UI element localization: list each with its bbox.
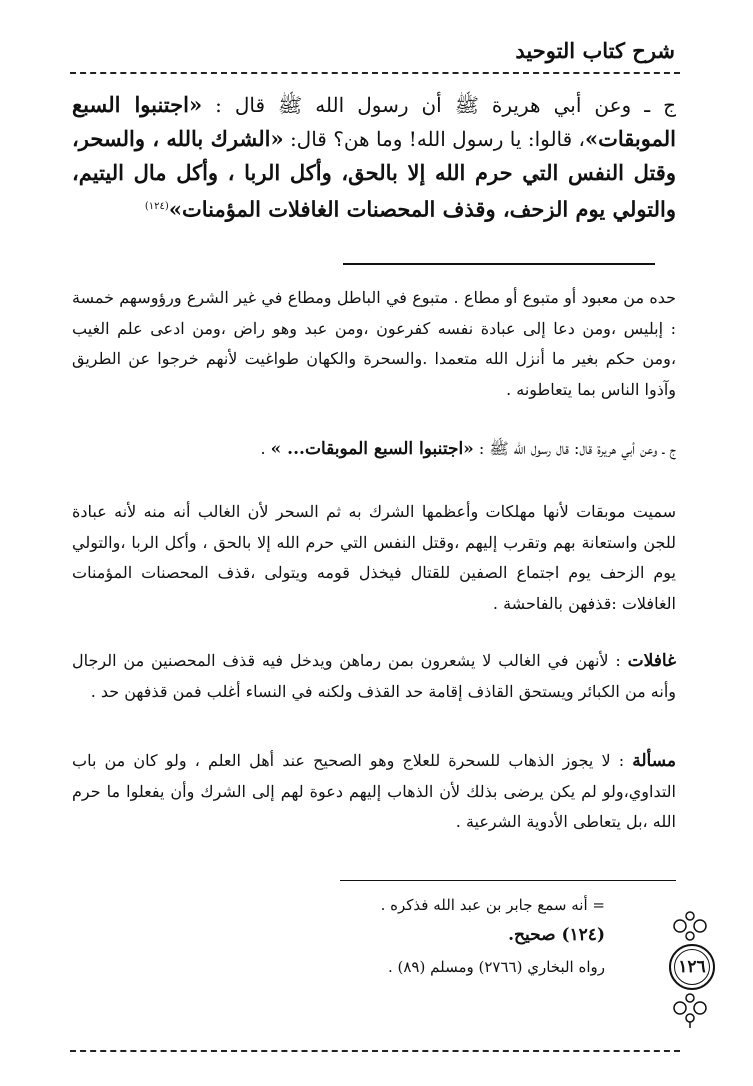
hadith-intro: ج ـ وعن أبي هريرة ﷺ أن رسول الله ﷺ قال :: [215, 93, 676, 117]
hadith-2-intro: ج ـ وعن أبي هريرة قال: قال رسول الله ﷺ :: [478, 439, 676, 458]
page-number: ١٢٦: [674, 949, 710, 985]
footnote-ref: (١٢٤): [144, 201, 169, 212]
footnote-rule: [340, 880, 676, 881]
page-number-ornament: [660, 910, 724, 1028]
footnote-124-title: (١٢٤) صحيح.: [508, 925, 605, 945]
running-header-title: شرح كتاب التوحيد: [515, 38, 675, 63]
page-number-circle: [669, 944, 715, 990]
footnote-124-source: رواه البخاري (٢٧٦٦) ومسلم (٨٩) .: [387, 958, 605, 976]
paragraph-hadith-2: [72, 434, 676, 465]
paragraph-mubiqat: سميت موبقات لأنها مهلكات وأعظمها الشرك به ثم السحر لأن الغالب أنه منه لأنه عبادة للجن واستعانة بهم وتقرب إليهم ،وقتل النفس التي حرم الله إلا بالحق ، وأكل الربا ،والتولي يوم الزحف يوم اجتماع الصفين للقتال فيخذل قومه ويتولى ،قذف المحصنات المؤمنات الغافلات :قذفهن بالفاحشة .: [72, 502, 676, 613]
hadith-2-end: .: [260, 439, 271, 458]
paragraph-ghafilat: [72, 646, 676, 707]
term-ghafilat: غافلات: [627, 651, 676, 671]
hadith-quote-1: «اجتنبوا السبع الموبقات»: [72, 92, 676, 151]
paragraph-taghut: حده من معبود أو متبوع أو مطاع . متبوع في الباطل ومطاع في غير الشرع ورؤوسهم خمسة : إبليس ،ومن دعا إلى عبادة نفسه كفرعون ،ومن عبد وهو راض ،ومن ادعى علم الغيب ،ومن حكم بغير ما أنزل الله متعمدا .والسحرة والكهان طواغيت لأنهم خرجوا عن الطريق وآذوا الناس بما يتعاطونه .: [72, 288, 677, 399]
ghafilat-text: : لأنهن في الغالب لا يشعرون بمن رماهن ويدخل فيه قذف المحصنين من الرجال وأنه من الكبائر ويستحق القاذف إقامة حد القذف ولكنه في النساء أغلب فمن قذفهن حد .: [72, 651, 676, 701]
term-masala: مسألة: [632, 751, 676, 771]
section-divider: [343, 263, 655, 265]
footnote-continuation: = أنه سمع جابر بن عبد الله فذكره .: [380, 896, 605, 914]
masala-text: : لا يجوز الذهاب للسحرة للعلاج وهو الصحيح عند أهل العلم ، ولو كان من باب التداوي،ولو لم يكن يرضى بذلك لأن الذهاب إليهم دعوة لهم إلى الشرك وأن يفعلوا ما حرم الله ،بل يتعاطى الأدوية الشرعية .: [72, 751, 676, 831]
hadith-quote-2: «الشرك بالله ، والسحر، وقتل النفس التي حرم الله إلا بالحق، وأكل الربا ، وأكل مال اليتيم، والتولي يوم الزحف، وقذف المحصنات الغافلات المؤمنات»: [71, 126, 676, 222]
footer-dashed-rule: [70, 1050, 680, 1052]
paragraph-masala: [72, 746, 676, 838]
hadith-2-quote: «اجتنبوا السبع الموبقات... »: [270, 439, 474, 459]
header-dashed-rule: [70, 72, 680, 74]
hadith-middle: ، قالوا: يا رسول الله! وما هن؟ قال:: [289, 127, 586, 151]
hadith-block: [72, 88, 676, 227]
